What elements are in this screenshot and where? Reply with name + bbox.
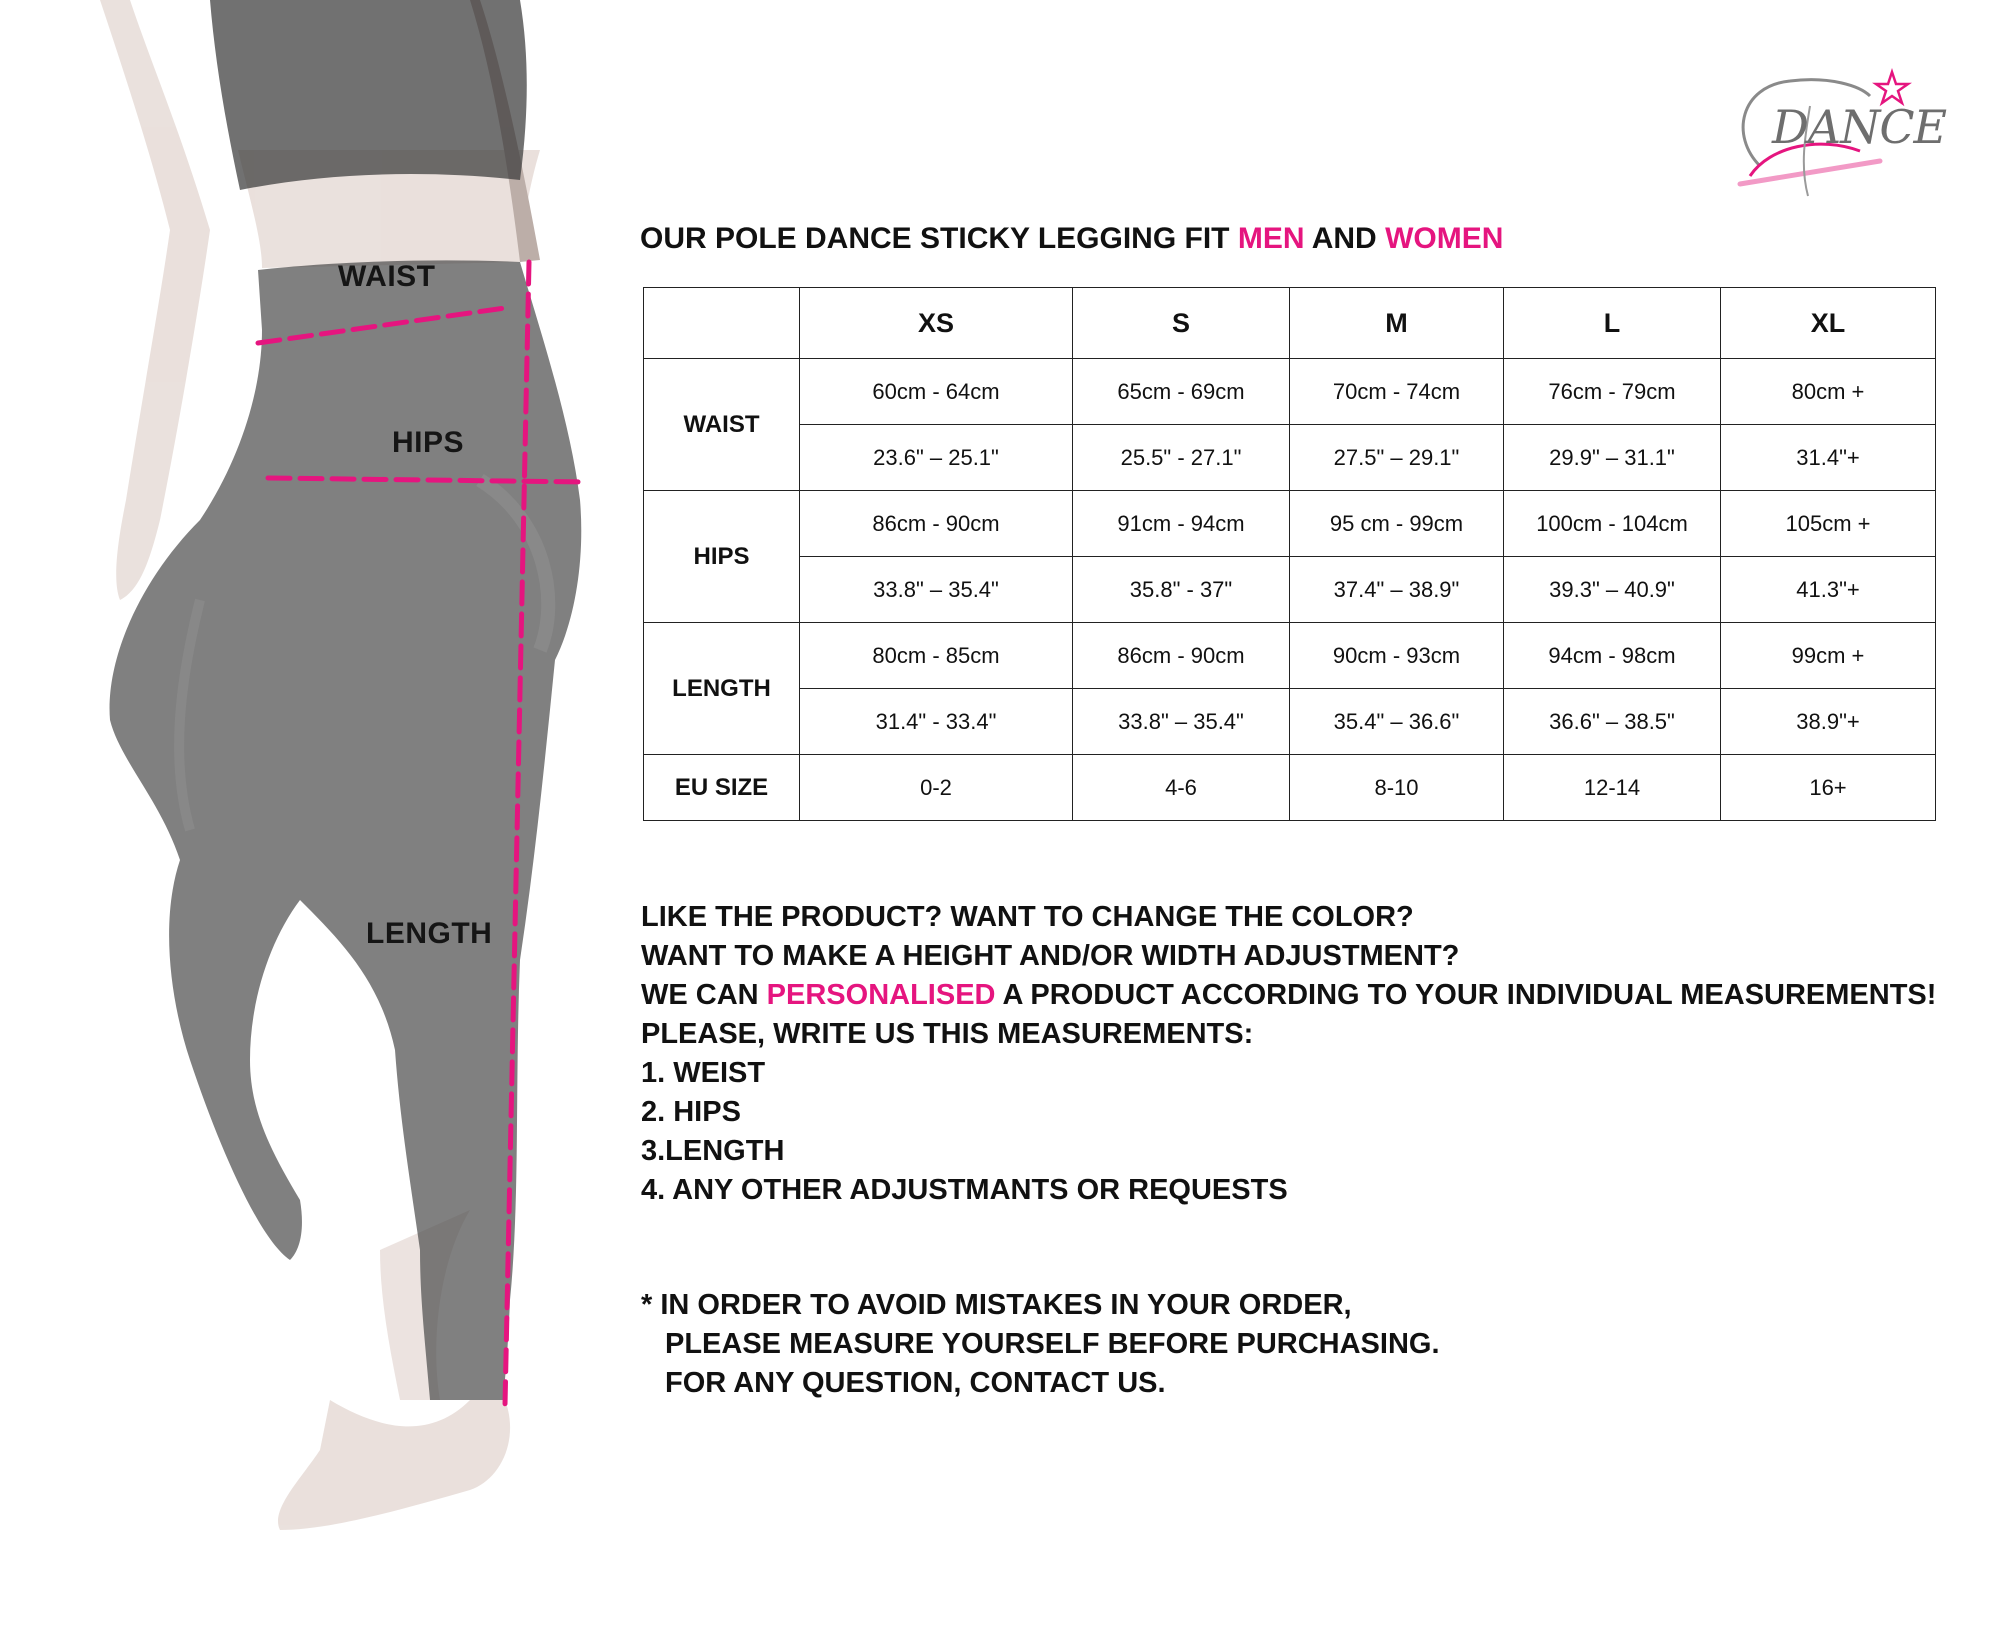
header-xl: XL [1721,288,1936,359]
personalisation-info [641,898,1936,1210]
list-item: 3.LENGTH [641,1135,785,1167]
table-cell: 25.5" - 27.1" [1073,425,1290,491]
list-item: 1. WEIST [641,1057,766,1089]
table-cell: 39.3" – 40.9" [1504,557,1721,623]
table-cell: 105cm + [1721,491,1936,557]
table-cell: 35.4" – 36.6" [1290,689,1504,755]
table-row [644,689,1936,755]
page-title [640,222,1503,256]
table-cell: 90cm - 93cm [1290,623,1504,689]
table-cell: 31.4"+ [1721,425,1936,491]
note-line: * IN ORDER TO AVOID MISTAKES IN YOUR ORDER, [641,1289,1352,1321]
table-cell: 8-10 [1290,755,1504,821]
table-row [644,491,1936,557]
header-xs: XS [800,288,1073,359]
table-cell: 94cm - 98cm [1504,623,1721,689]
model-figure [0,0,640,1634]
note-line: PLEASE MEASURE YOURSELF BEFORE PURCHASING. [665,1328,1440,1360]
table-cell: 70cm - 74cm [1290,359,1504,425]
table-cell: 23.6" – 25.1" [800,425,1073,491]
table-cell: 33.8" – 35.4" [1073,689,1290,755]
waist-label: WAIST [338,260,436,293]
hips-label: HIPS [392,426,465,459]
header-l: L [1504,288,1721,359]
row-label-eu-size: EU SIZE [644,755,800,821]
table-row [644,623,1936,689]
table-row [644,755,1936,821]
table-row [644,557,1936,623]
row-label-hips: HIPS [644,491,800,623]
table-cell: 91cm - 94cm [1073,491,1290,557]
info-line-personalised [641,976,1936,1015]
header-s: S [1073,288,1290,359]
length-label: LENGTH [366,917,493,950]
table-cell: 36.6" – 38.5" [1504,689,1721,755]
info-line: PLEASE, WRITE US THIS MEASUREMENTS: [641,1018,1254,1050]
note-line: FOR ANY QUESTION, CONTACT US. [665,1367,1166,1399]
table-cell: 76cm - 79cm [1504,359,1721,425]
table-cell: 12-14 [1504,755,1721,821]
row-label-waist: WAIST [644,359,800,491]
table-header-row [644,288,1936,359]
order-note [641,1286,1440,1403]
table-cell: 35.8" - 37" [1073,557,1290,623]
table-cell: 60cm - 64cm [800,359,1073,425]
table-cell: 80cm - 85cm [800,623,1073,689]
table-cell: 0-2 [800,755,1073,821]
title-prefix: OUR POLE DANCE STICKY LEGGING FIT [640,222,1238,255]
table-cell: 95 cm - 99cm [1290,491,1504,557]
logo-text: DANCE [1772,100,1947,154]
table-cell: 31.4" - 33.4" [800,689,1073,755]
table-cell: 65cm - 69cm [1073,359,1290,425]
list-item: 2. HIPS [641,1096,741,1128]
header-empty [644,288,800,359]
table-cell: 27.5" – 29.1" [1290,425,1504,491]
table-cell: 38.9"+ [1721,689,1936,755]
list-item: 4. ANY OTHER ADJUSTMANTS OR REQUESTS [641,1174,1288,1206]
table-cell: 80cm + [1721,359,1936,425]
title-men: MEN [1237,222,1305,255]
table-row [644,359,1936,425]
table-cell: 99cm + [1721,623,1936,689]
title-women: WOMEN [1385,222,1504,255]
table-cell: 41.3"+ [1721,557,1936,623]
info-line3-suffix: A PRODUCT ACCORDING TO YOUR INDIVIDUAL MEASUREMENTS! [995,979,1937,1011]
table-cell: 29.9" – 31.1" [1504,425,1721,491]
table-cell: 16+ [1721,755,1936,821]
table-cell: 100cm - 104cm [1504,491,1721,557]
table-cell: 33.8" – 35.4" [800,557,1073,623]
personalised-highlight: PERSONALISED [766,979,996,1011]
header-m: M [1290,288,1504,359]
info-line3-prefix: WE CAN [641,979,767,1011]
title-and: AND [1304,222,1386,255]
table-cell: 37.4" – 38.9" [1290,557,1504,623]
leggings-model-illustration [0,0,640,1634]
table-cell: 86cm - 90cm [1073,623,1290,689]
table-cell: 4-6 [1073,755,1290,821]
info-line: LIKE THE PRODUCT? WANT TO CHANGE THE COLOR? [641,901,1414,933]
table-row [644,425,1936,491]
size-chart-table [643,287,1936,821]
brand-logo [1700,56,1947,206]
info-line: WANT TO MAKE A HEIGHT AND/OR WIDTH ADJUSTMENT? [641,940,1460,972]
table-cell: 86cm - 90cm [800,491,1073,557]
row-label-length: LENGTH [644,623,800,755]
